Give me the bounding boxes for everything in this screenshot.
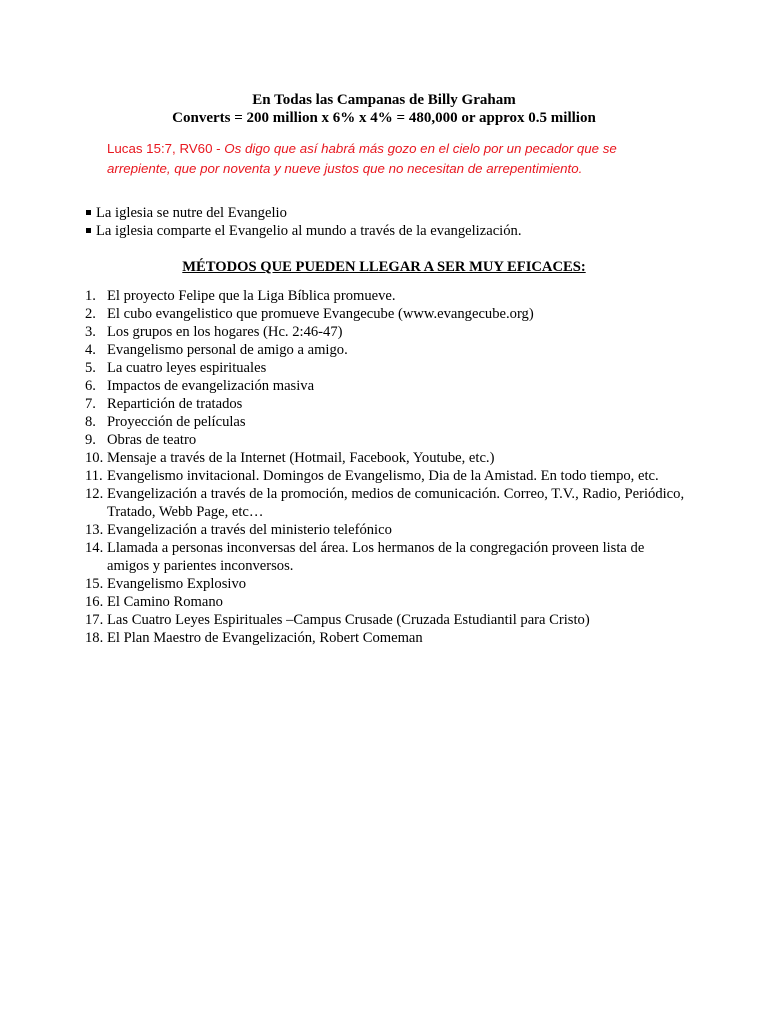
- method-number: 10.: [85, 450, 104, 466]
- method-item: [85, 629, 685, 647]
- method-text: El Camino Romano: [107, 594, 223, 610]
- method-number: 13.: [85, 522, 104, 538]
- document-subtitle: Converts = 200 million x 6% x 4% = 480,000 or approx 0.5 million: [172, 110, 596, 126]
- square-bullet-icon: [86, 228, 91, 233]
- method-text: Evangelización a través del ministerio telefónico: [107, 522, 392, 538]
- method-text: Evangelismo invitacional. Domingos de Evangelismo, Dia de la Amistad. En todo tiempo, etc.: [107, 468, 659, 484]
- method-number: 18.: [85, 630, 104, 646]
- method-text: Llamada a personas inconversas del área. Los hermanos de la congregación proveen lista de amigos y parientes inconversos.: [107, 540, 645, 574]
- document-title: En Todas las Campanas de Billy Graham: [252, 92, 516, 108]
- method-number: 16.: [85, 594, 104, 610]
- methods-heading: MÉTODOS QUE PUEDEN LLEGAR A SER MUY EFICACES:: [182, 259, 586, 275]
- bullet-item: [85, 205, 521, 223]
- method-number: 14.: [85, 540, 104, 556]
- method-text: Evangelización a través de la promoción, medios de comunicación. Correo, T.V., Radio, Periódico, Tratado, Webb Page, etc…: [107, 486, 685, 520]
- bullet-list: [85, 205, 521, 240]
- method-number: 6.: [85, 378, 96, 394]
- method-text: La cuatro leyes espirituales: [107, 360, 267, 376]
- method-item: [85, 449, 685, 467]
- method-number: 3.: [85, 324, 96, 340]
- method-item: [85, 395, 685, 413]
- scripture-quote: [107, 139, 667, 178]
- square-bullet-icon: [86, 210, 91, 215]
- method-text: El Plan Maestro de Evangelización, Robert Comeman: [107, 630, 423, 646]
- method-number: 12.: [85, 486, 104, 502]
- method-number: 15.: [85, 576, 104, 592]
- method-number: 7.: [85, 396, 96, 412]
- method-text: Evangelismo personal de amigo a amigo.: [107, 342, 348, 358]
- method-number: 5.: [85, 360, 96, 376]
- method-item: [85, 593, 685, 611]
- method-item: [85, 359, 685, 377]
- method-item: [85, 323, 685, 341]
- method-item: [85, 611, 685, 629]
- method-text: Mensaje a través de la Internet (Hotmail, Facebook, Youtube, etc.): [107, 450, 495, 466]
- method-item: [85, 467, 685, 485]
- method-number: 17.: [85, 612, 104, 628]
- method-item: [85, 521, 685, 539]
- method-text: Evangelismo Explosivo: [107, 576, 247, 592]
- method-number: 9.: [85, 432, 96, 448]
- bullet-item: [85, 223, 521, 241]
- method-item: [85, 431, 685, 449]
- method-text: El proyecto Felipe que la Liga Bíblica promueve.: [107, 288, 396, 304]
- method-text: El cubo evangelistico que promueve Evangecube (www.evangecube.org): [107, 306, 534, 322]
- method-item: [85, 341, 685, 359]
- method-text: Repartición de tratados: [107, 396, 243, 412]
- quote-reference: Lucas 15:7, RV60 -: [107, 141, 225, 156]
- method-number: 11.: [85, 468, 103, 484]
- method-item: [85, 539, 685, 575]
- method-number: 1.: [85, 288, 96, 304]
- method-text: Impactos de evangelización masiva: [107, 378, 315, 394]
- method-number: 4.: [85, 342, 96, 358]
- method-item: [85, 413, 685, 431]
- method-number: 8.: [85, 414, 96, 430]
- method-text: Las Cuatro Leyes Espirituales –Campus Crusade (Cruzada Estudiantil para Cristo): [107, 612, 590, 628]
- method-item: [85, 377, 685, 395]
- method-text: Obras de teatro: [107, 432, 197, 448]
- method-text: Los grupos en los hogares (Hc. 2:46-47): [107, 324, 343, 340]
- quote-text: Os digo que así habrá más gozo en el cielo por un pecador que se arrepiente, que por noventa y nueve justos que no necesitan de arrepentimiento.: [107, 141, 617, 176]
- method-item: [85, 575, 685, 593]
- method-item: [85, 305, 685, 323]
- method-item: [85, 485, 685, 521]
- method-number: 2.: [85, 306, 96, 322]
- method-item: [85, 287, 685, 305]
- methods-list: [85, 287, 685, 647]
- bullet-text: La iglesia comparte el Evangelio al mundo a través de la evangelización.: [96, 222, 522, 239]
- method-text: Proyección de películas: [107, 414, 246, 430]
- bullet-text: La iglesia se nutre del Evangelio: [96, 205, 287, 221]
